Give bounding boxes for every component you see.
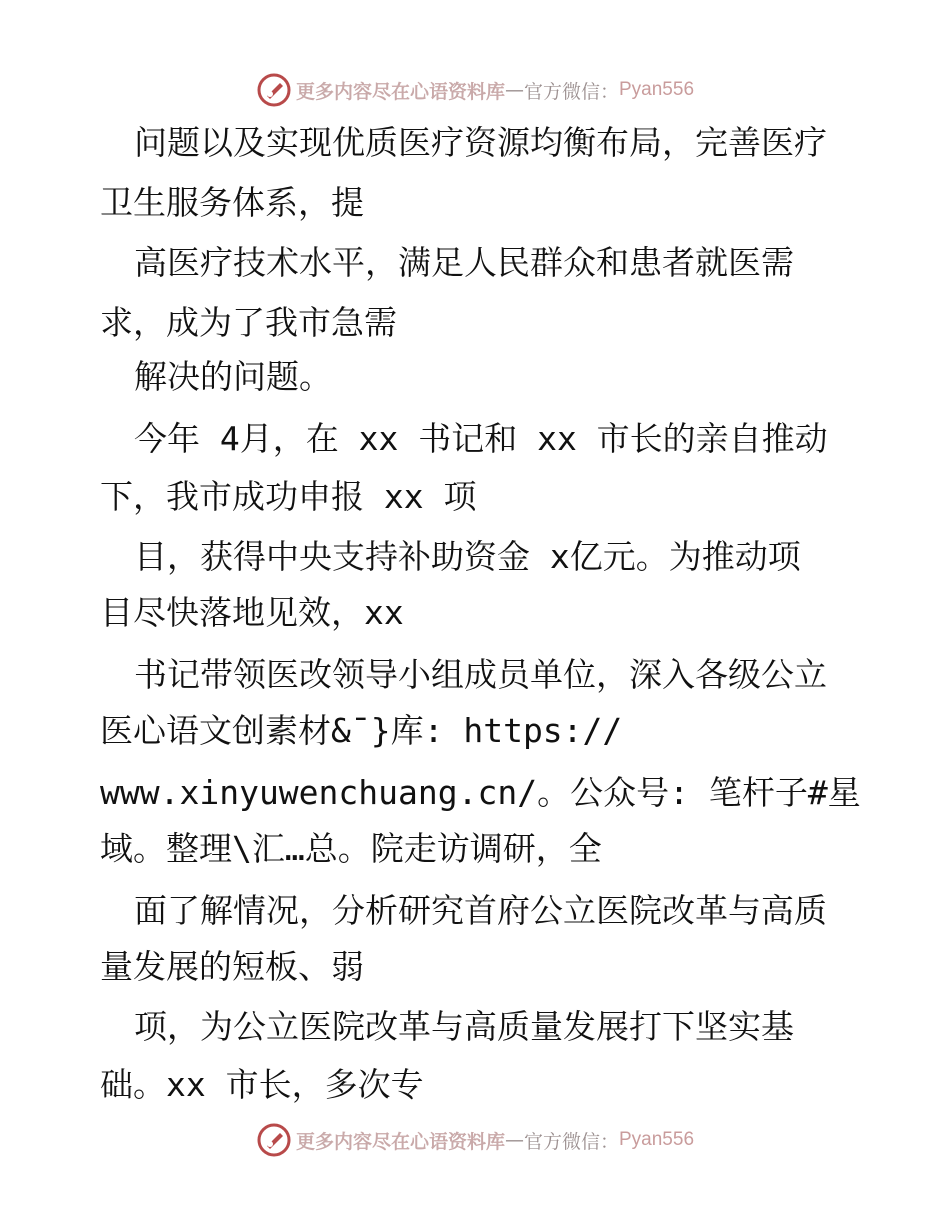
banner-title: 更多内容尽在心语资料库 [295,1130,505,1153]
text-line: 础。xx 市长，多次专 [100,1065,424,1104]
banner-subtitle: 官方微信： [523,1130,619,1153]
text-line: 解决的问题。 [134,357,332,396]
banner-wechat-id: Pyan556 [619,79,695,100]
logo-icon [256,1122,292,1158]
text-line: 域。整理\汇…总。院走访调研，全 [100,829,602,868]
text-line: 目，获得中央支持补助资金 x亿元。为推动项 [134,537,801,576]
text-line: 面了解情况，分析研究首府公立医院改革与高质 [134,891,827,930]
text-line: 下，我市成功申报 xx 项 [100,477,477,516]
text-line: 问题以及实现优质医疗资源均衡布局，完善医疗 [134,123,827,162]
banner-dash: — [504,1129,524,1151]
banner-dash: — [504,79,524,101]
banner-wechat-id: Pyan556 [619,1129,695,1150]
logo-icon [256,72,292,108]
text-line: 求，成为了我市急需 [100,303,397,342]
text-line: 卫生服务体系，提 [100,183,364,222]
text-line: 项，为公立医院改革与高质量发展打下坚实基 [134,1007,794,1046]
text-line: 书记带领医改领导小组成员单位，深入各级公立 [134,655,827,694]
footer-banner [0,1120,950,1160]
banner-title: 更多内容尽在心语资料库 [295,80,505,103]
text-line: 目尽快落地见效，xx [100,593,404,632]
text-line: 高医疗技术水平，满足人民群众和患者就医需 [134,243,794,282]
text-line: www.xinyuwenchuang.cn/。公众号: 笔杆子#星 [100,773,861,812]
text-line: 今年 4月，在 xx 书记和 xx 市长的亲自推动 [134,419,828,458]
header-banner [0,70,950,110]
text-line: 量发展的短板、弱 [100,947,364,986]
banner-subtitle: 官方微信： [523,80,619,103]
text-line: 医心语文创素材&¯}库: https:// [100,711,623,750]
